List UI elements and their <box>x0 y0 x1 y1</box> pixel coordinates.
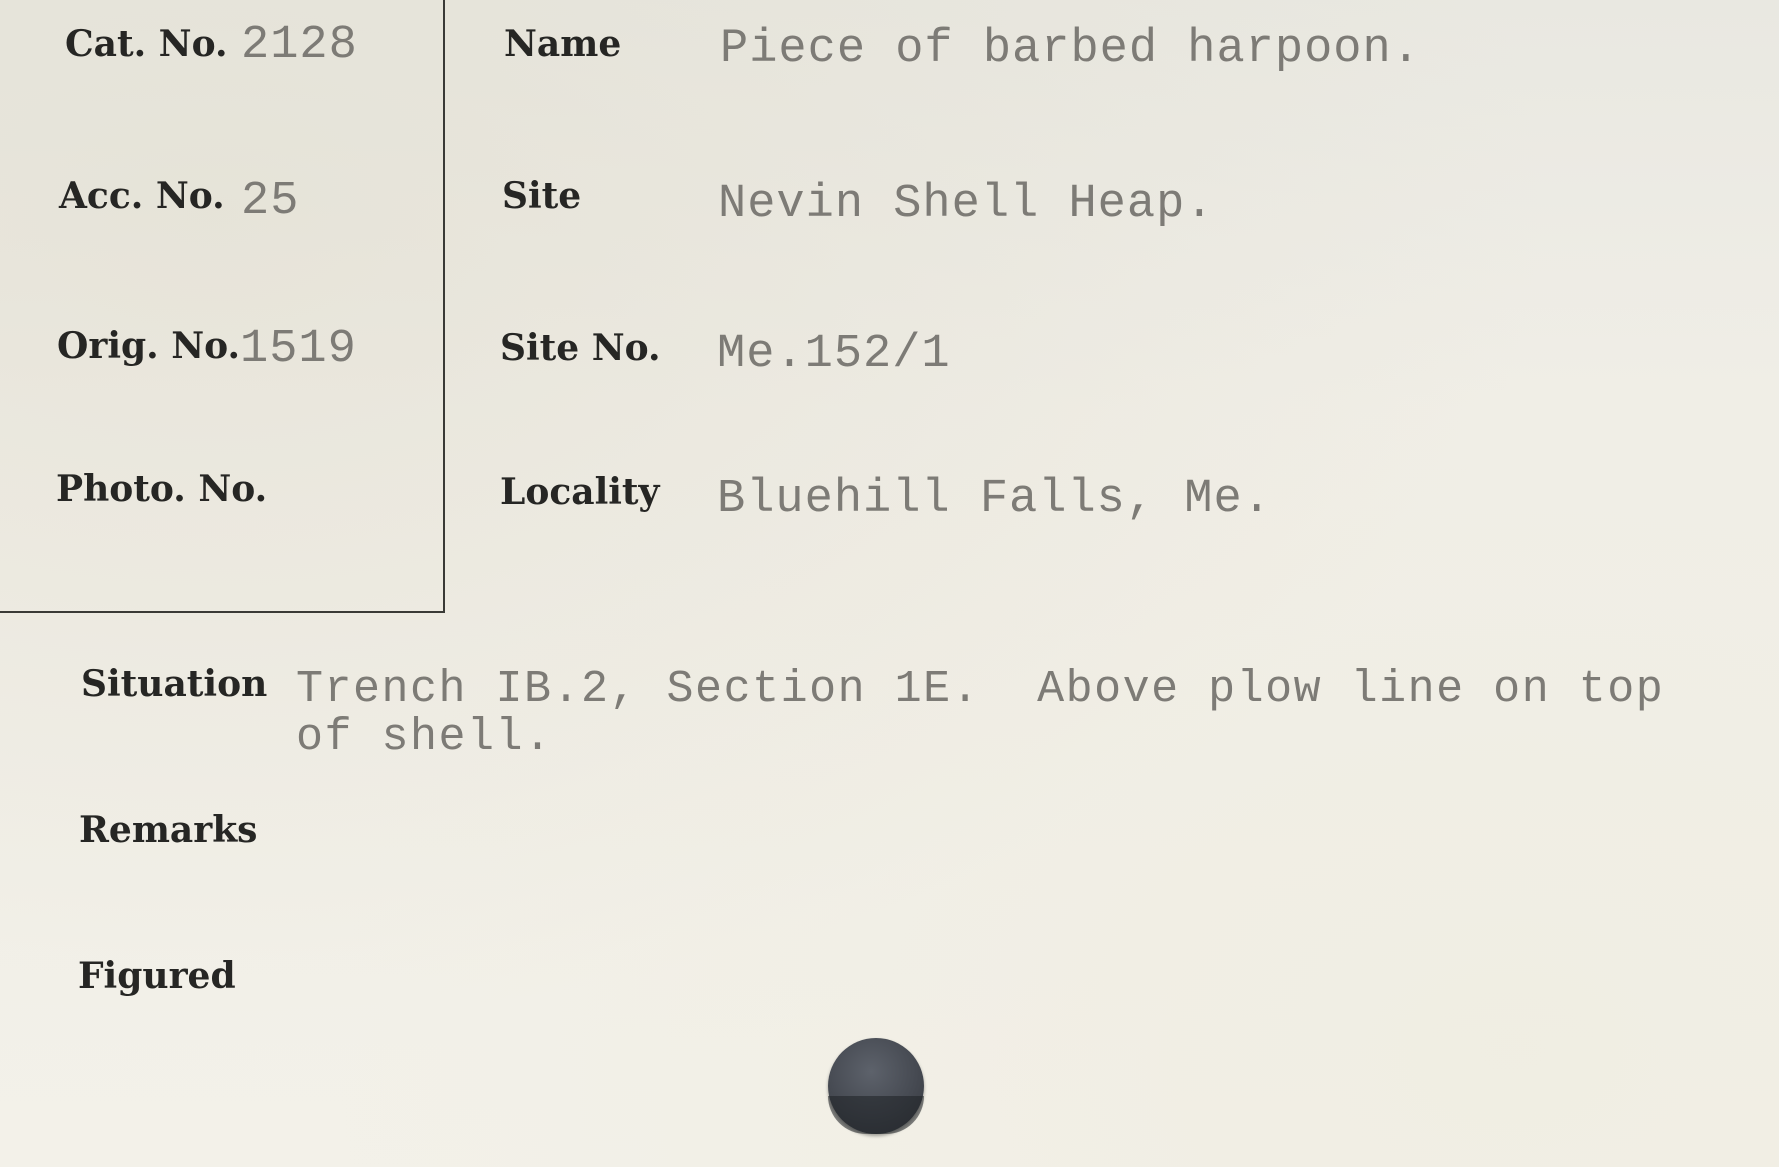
locality-value: Bluehill Falls, Me. <box>717 473 1272 526</box>
name-label: Name <box>504 23 622 65</box>
orig-no-label: Orig. No. <box>57 325 241 367</box>
cat-no-label: Cat. No. <box>65 23 228 65</box>
punch-hole <box>828 1038 924 1134</box>
situation-value: Trench IB.2, Section 1E. Above plow line on top of shell. <box>296 664 1665 763</box>
site-no-value: Me.152/1 <box>717 328 951 381</box>
orig-no-value: 1519 <box>240 323 357 376</box>
acc-no-value: 25 <box>241 175 300 228</box>
remarks-label: Remarks <box>79 809 258 851</box>
box-divider-vertical <box>443 0 445 613</box>
situation-label: Situation <box>81 663 268 705</box>
site-value: Nevin Shell Heap. <box>718 178 1215 231</box>
acc-no-label: Acc. No. <box>59 175 225 217</box>
locality-label: Locality <box>500 471 660 513</box>
punch-hole-shadow <box>828 1096 924 1134</box>
cat-no-value: 2128 <box>241 19 358 72</box>
box-divider-horizontal <box>0 611 445 613</box>
photo-no-label: Photo. No. <box>56 468 268 510</box>
site-label: Site <box>502 175 582 217</box>
figured-label: Figured <box>78 955 236 997</box>
name-value: Piece of barbed harpoon. <box>720 23 1421 76</box>
site-no-label: Site No. <box>500 327 661 369</box>
